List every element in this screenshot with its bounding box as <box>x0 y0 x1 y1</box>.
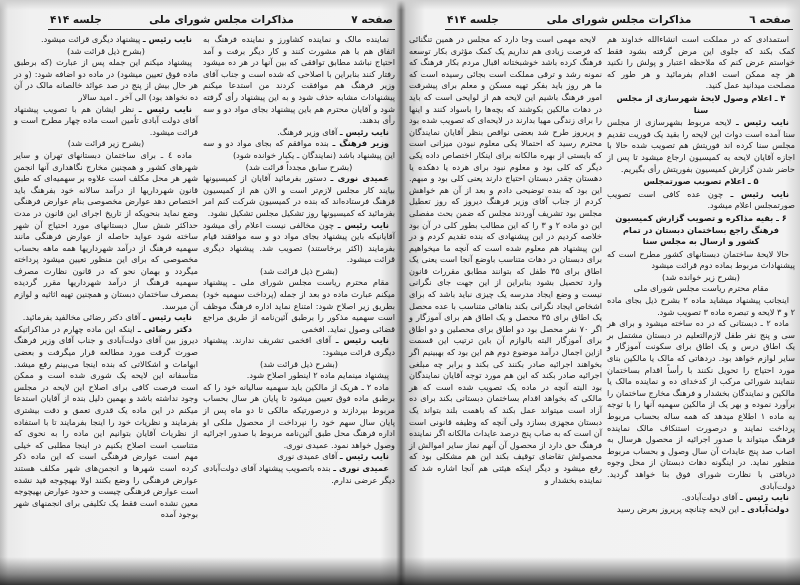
paragraph-text: ماده ٤ ـ برای ساختمان دبستانهای تهران و سایر شهرهای کشور و همچنین مخارج نگاهداری آنها انجمن شهر هر محل مکلف است علاوه بر سهمیه‌ای که طبق قانون شهرداریها از درآمد سالانه خود بفرهنگ باید اختصاص دهد عوارض مخصوصی بنام عوارض فرهنگی وضع نماید بنحویکه از تاریخ اجرای این قانون در مدت حداکثر شش سال دبستانهای مورد احتیاج آن شهر ساخته شود عواید حاصله از عوارض فرهنگی مانند سهمیه فرهنگ از درآمد شهرداریها همه ماهه بحساب مخصوصی که برای این منظور تعیین میشود پرداخته میگردد و بهمان نحو که در قانون نظارت مصرف سهمیه فرهنگ از درآمد شهرداریها مقرر گردیده بمصرف ساختمان دبستان و همچنین تهیه اثاثیه و لوازم آن میرسد. <box>14 149 198 311</box>
paragraph-text: ۶ ـ بقیه مذاکره و تصویب گزارش کمیسیون فرهنگ راجع بساختمان دبستان در تمام کشور و ارسال به مجلس سنا <box>615 212 787 247</box>
paragraph-text: اینجانب پیشنهاد میشاید ماده ۲ بشرح ذیل بجای ماده ۲ و ۳ لایحه و تبصره ماده ۳ تصویب شود. <box>607 295 795 317</box>
left-page-header <box>48 14 395 30</box>
paragraph <box>14 57 198 103</box>
paragraph <box>14 150 198 312</box>
paragraph <box>14 312 198 324</box>
paragraph-text: (بشرح زیر قرائت شد) <box>67 138 145 149</box>
centered-note <box>203 266 395 278</box>
centered-note <box>14 138 198 150</box>
paragraph-text: (بشرح سابق مجدداً قرائت شد) <box>245 161 353 172</box>
section-heading <box>611 213 791 248</box>
paragraph-text: ۵ ـ اعلام تصویب صورتمجلس <box>643 176 759 187</box>
paragraph-text: مقام محترم ریاست مجلس شورای ملی ـ پیشنهاد میکنم عبارت ماده دو بعد از جمله (پرداخت سهمیه خود) بطریق زیر اصلاح شود: امتناع نماید اداره فرهنگ موظف است سهمیه مذکور را برطبق آئین‌نامه از طریق مراجع قضائی وصول نماید. افخمی <box>203 277 395 334</box>
right-page-left-column <box>409 34 602 486</box>
paragraph-text: پیشنهاد دیگری قرائت میشود. <box>41 34 141 44</box>
paragraph-text: (بشرح زیر خوانده شد) <box>662 271 740 282</box>
centered-note <box>14 46 198 58</box>
left-page-right-column <box>203 34 395 486</box>
paragraph <box>203 127 395 139</box>
right-page-right-column <box>607 34 795 515</box>
paragraph <box>203 451 395 463</box>
speaker-name: نایب رئیس ـ <box>339 451 389 462</box>
speaker-name: نایب رئیس ـ <box>142 312 192 323</box>
paragraph-text: آقای افخمی تشریف ندارند. پیشنهاد دیگری قرائت میشود: <box>203 335 395 358</box>
paragraph <box>607 504 795 516</box>
centered-note <box>607 272 795 284</box>
paragraph-text: حالا لایحهٔ ساختمان دبستانهای کشور مطرح است که پیشنهادات مربوط بماده دوم قرائت میشود <box>607 248 795 271</box>
paragraph-text: آقای دکتر رضائی مخالفید بفرمائید. <box>22 312 141 323</box>
paragraph-text: نظر ایشان هم با تصویب پیشنهاد آقای دولت آبادی تأمین است ماده چهار مطرح است و قرائت میشود. <box>14 103 198 137</box>
section-heading <box>611 93 791 116</box>
speaker-name: نایب رئیس ـ <box>739 492 789 503</box>
paragraph-text: (بشرح ذیل قرائت شد) <box>260 265 338 276</box>
scan-bottom-edge <box>0 557 800 585</box>
paragraph-text: نماینده مالک و نماینده کشاورز و نماینده فرهنگ به اتفاق هم با هم مشورت کنند و کار دیگر برفت و آمد احتیاج نباشد مطابق توافقی که بین آنها در هر ده میشود رفتار کنند بنابراین با اصلاحی که شده است و جناب آقای وزیر فرهنگ هم موافقت کردند من استدعا میکنم پیشنهادات مشابه حذف شود و به این پیشنهاد رأی گرفته شود و آقایان محترم هم باین پیشنهاد بجای مواد دو و سه رأی بدهند. <box>203 34 395 126</box>
paragraph-text: (بشرح ذیل قرائت شد) <box>260 358 338 369</box>
paragraph-text: لایحه مربوط بشهرسازی از مجلس سنا آمده است دوات این لایحه را بقید یک فوریت تقدیم مجلس سنا کرده اند فوریتش هم تصویب شده حالا با اجازه آقایان لایحه به کمیسیون ارجاع میشود تا پس از حاضر شدن گزارش کمیسیون بفوریتش رأی بگیریم. <box>607 117 795 174</box>
paragraph <box>607 189 795 212</box>
speaker-name: دکتر رضائی ـ <box>137 323 192 334</box>
speaker-name: نایب رئیس ـ <box>138 103 192 114</box>
speaker-name: نایب رئیس ـ <box>339 126 389 137</box>
paragraph-text: ۴ ـ اعلام وصول لایحهٔ شهرسازی از مجلس سنا <box>616 92 786 115</box>
paragraph <box>203 220 395 266</box>
paragraph-text: پیشنهاد مینمایم ماده ۲ اینطور اصلاح شود. <box>246 370 389 381</box>
paragraph-text: پیشنهاد میکنم این جمله پس از عبارت (که برطبق ماده فوق تعیین میشود) در ماده دو اضافه شود: (و در هر حال بیش از پنج در صد عوائد خالصانه مالک در آن ده نخواهد بود) الی آخر ـ امید سالار <box>14 57 198 102</box>
paragraph-text: آقای عمیدی نوری <box>277 451 338 462</box>
paragraph <box>203 34 395 127</box>
running-title: مذاکرات مجلس شورای ملی <box>149 14 294 26</box>
left-page-left-column <box>14 34 198 521</box>
paragraph <box>14 34 198 46</box>
paragraph-text: (بشرح ذیل قرائت شد) <box>67 45 145 56</box>
page-number: صفحه ۷ <box>351 14 393 26</box>
speaker-name: نایب رئیس ـ <box>335 335 389 346</box>
paragraph-text: بنده باتصویب پیشنهاد آقای دولت‌آبادی دیگر عرضی ندارم. <box>203 462 395 485</box>
centered-note <box>203 162 395 174</box>
paragraph <box>203 173 395 219</box>
page-number: صفحه ٦ <box>749 14 791 26</box>
paragraph <box>203 463 395 486</box>
paragraph-text: این لایحه چنانچه پریروز بعرض رسید <box>616 503 740 514</box>
paragraph <box>14 104 198 139</box>
speaker-name: عمیدی نوری ـ <box>333 462 389 473</box>
paragraph-text: چون مخالفی نیست اعلام رأی میشود آقایانیکه باین پیشنهاد بجای مواد دو و سه موافقند قیام بفرمایند (اکثر برخاستند) تصویب شد. پیشنهاد دیگری قرائت میشود. <box>203 219 395 265</box>
paragraph-text: لایحه مهمی است وجا دارد که مجلس در همین تنگنائی که فرصت زیادی هم نداریم یک کمک مؤثری بکار توسعه فرهنگ کرده باشد خوشبختانه اقبال مردم بکار فرهنگ که نمونه رشد و ترقی مملکت است بجائی رسیده است که ما هر روز باید بفکر تهیه مسکن و معلم برای پیشرفت امور فرهنگ باشیم این لایحه هم از لوایحی است که باید در دهات مالکین بکوشند که بچه‌ها را باسواد کنند و اینها را برای زندگی مهیا بدارند در لایحه‌ای که تصویب شده بود و پریروز طرح شد بعضی نواقص بنظر آقایان نمایندگان محترم رسید که احتمالا یکی معلوم نبودن میزانی است که بایستی از بهره مالکانه برای اینکار اختصاص داده یکی دیگر که کلی بود و معلوم نبود برای هرده یا دهکده یا دهستان چقدر دبستان احتیاج دارند یعنی کلی بود و مبهم. این بود که بنده توضیحی دادم و بعد از آن هم خواهش کردم از جناب آقای وزیر فرهنگ دیروز که روز تعطیل مجلس بود تشریف آوردند مجلس که ضمن بحث مفصلی این دو ماده ۲ و ۳ را که این مطالب بطور کلی در آن بود خلاصه کردیم در این پیشنهادی که بنده تقدیم کردم و در این پیشنهاد هم معلوم شده است که آنچه ما میخواهیم برای دبستان در دهات متناسب باوضع آنجا است یعنی یک اطاق برای ۳۵ طفل که بتوانند مطابق مقررات قانون وارد تحصیل بشود بنابراین از این جهت جای نگرانی نیست و وضع ایجاد مدرسه یک چیزی نباید باشد که برای اشخاص ایجاد نگرانی بکند بناهائی متناسب با عده محصل یک اطاق برای ۳۵ محصل و یک اطاق هم برای آموزگار و اگر ۷۰ نفر محصل بود دو اطاق برای محصلین و دو اطاق برای آموزگار البته بالوازم آن باین ترتیب این قسمت ازاین اجمال درآمد موضوع دوم هم این بود که بهبینیم اگر بخواهند اجرائیه صادر بکنند کی بکند و برابر چه مبلغی اجرائیه صادر بکند که این هم مورد توجه آقایان نمایندگان بود البته آنچه در ماده یک تصویب شده است که هر مالکی که بخواهد اقدام بساختمان دبستانی بکند برای ده آزاد است میتواند عمل بکند که باهمت بلند بتواند یک دبستان مجهزی بسازد ولی آنچه که وظیفه قانونی است آن است که به صاب پنج درصد عایدات مالکانه اگر نماینده فرهنگ حق دارد از محصول آن آنهم نماز سایر اموالش از محصولش تقاضای توقیف بکند این هم مشکلی بود که رفع میشود و دیگر اینکه هیئتی هم آنجا اشاره شد که نماینده بخشدار و <box>408 34 603 485</box>
paragraph <box>409 34 602 486</box>
paragraph-text: دستور بفرمائید آقایان از کمیسیونها بیایند کار مجلس لازم‌تر است و الان هم از کمیسیون فرهنگ فرستاده‌اند که بنده در کمیسیون شرکت کنم امر بفرمائید که کمیسیونها روز تشکیل مجلس تشکیل نشود. <box>203 173 395 218</box>
paragraph <box>607 117 795 175</box>
paragraph-text: اینکه این ماده چهارم در مذاکراتیکه دیروز بین آقای دولت‌آبادی و جناب آقای وزیر فرهنگ صورت گرفت مورد مطالعه قرار میگرفت و بعضی ابهامات و اشکالاتی که بنده اینجا می‌بینم رفع میشد. متأسفانه این لایحه یک شوری شده است و ممکن است فرصت کافی برای اصلاح این لایحه در مجلس وجود نداشته باشد و بهمین دلیل بنده از آقایان استدعا میکنم در این ماده یک قدری تعمق و دقت بیشتری بفرمایند و نظریات خود را اینجا بفرمایند تا با استفاده از نظریات آقایان بتوانیم این ماده را به نحوی که متناسب است اصلاح بکنیم در اینجا مطلبی که خیلی مهم است عوارض فرهنگی است که این ماده ذکر کرده است شهرها و انجمن‌های شهر مکلف هستند عوارض فرهنگی را وضع بکنند اولا بهیچوجه قید نشده است عوارض فرهنگی چیست و حدود عوارض بهیچوجه معین نشده است فقط یک تکلیفی برای انجمنهای شهر بوجود آمده <box>14 323 198 520</box>
section-heading <box>611 176 791 188</box>
paragraph <box>607 492 795 504</box>
paragraph <box>203 277 395 335</box>
paragraph-text: آقای دولت‌آبادی. <box>681 492 738 503</box>
paragraph <box>607 249 795 272</box>
speaker-name: دولت‌آبادی ـ <box>741 503 789 514</box>
session-number: جلسه ۴۱۴ <box>50 14 102 26</box>
right-page-header <box>445 14 793 30</box>
session-number: جلسه ۴۱۴ <box>447 14 499 26</box>
speaker-name: نایب رئیس ـ <box>142 34 192 44</box>
speaker-name: نایب رئیس ـ <box>337 219 390 230</box>
speaker-name: نایب رئیس ـ <box>730 188 790 199</box>
paragraph <box>203 370 395 382</box>
paragraph-text: آقای وزیر فرهنگ. <box>277 126 338 137</box>
centered-note <box>203 359 395 371</box>
paragraph <box>203 382 395 452</box>
paragraph <box>607 295 795 318</box>
paragraph-text: ماده ۲ ـ دبستانی که در ده ساخته میشود و برای هر سی و پنج نفر طفل لازم‌التعلیم در دبستان مشتمل بر یک اطاق درس و یک اطاق برای سکونت آموزگار و سایر لوازم خواهد بود. دردهاتی که مالک یا مالکین بنای مورد احتیاج را تحویل نکنند با رأساً اقدام بساختمان ننمایند شورائی مرکب از کدخدای ده و نماینده مالک یا مالکین و نمایندگان بخشدار و فرهنگ مخارج ساختمان را برآورد نموده و بهر یک از مالکین سهمیه آنها را با توجه به ماده ۱ اطلاع میدهد که همه ساله بحساب مربوط پرداخت نمایند و درصورت استنکاف مالک نماینده فرهنگ میتواند با صدور اجرائیه از محصول هرسال به اصاب صد پنج عایدات آن سال وصول و بحساب مربوط منظور نماید. در اینگونه دهات دبستان از محل وجوه دریافتی با نظارت شورای فوق بنا خواهد گردید. دولت‌آبادی <box>607 318 795 491</box>
paragraph <box>203 335 395 358</box>
centered-note <box>607 283 795 295</box>
paragraph <box>14 324 198 521</box>
scan-top-edge <box>0 0 800 10</box>
speaker-name: نایب رئیس ـ <box>736 117 790 128</box>
paragraph-text: مقام محترم ریاست مجلس شورای ملی <box>633 283 769 294</box>
speaker-name: عمیدی نوری ـ <box>330 173 389 184</box>
paragraph <box>203 138 395 161</box>
speaker-name: وزیر فرهنگ ـ <box>332 138 390 149</box>
paragraph <box>607 318 795 492</box>
paragraph-text: استمدادی که در مملکت است انشاءالله خداوند هم کمک بکند که جلوی این مرض گرفته بشود فقط خواستم عرض کنم که ملاحظه اعتبار و پولش را نکنید هر چه ممکن است اقدام بفرمائید و هر طور که مصلحت میدانید عمل کنید. <box>607 34 795 91</box>
paragraph-text: بنده موافقم که بجای مواد دو و سه این پیشنهاد باشد (نمایندگان ـ یکبار خوانده شود) <box>203 138 395 160</box>
paragraph <box>607 34 795 92</box>
running-title: مذاکرات مجلس شورای ملی <box>546 14 692 26</box>
paragraph-text: چون عده کافی است تصویب صورتمجلس اعلام میشود. <box>607 188 795 211</box>
paragraph-text: ماده ۲ ـ هریک از مالکین باید سهمیه سالیانه خود را که برطبق ماده فوق تعیین میشود تا پایان هر سال بحساب مربوط بپردازند و درصورتیکه مالکی تا دو ماه پس از پایان سال سهم خود را نپرداخت از محصول ملکی او اداره فرهنگ محل طبق آئین‌نامه مربوط با صدور اجرائیه وصول خواهد نمود. عمیدی نوری. <box>203 381 395 450</box>
